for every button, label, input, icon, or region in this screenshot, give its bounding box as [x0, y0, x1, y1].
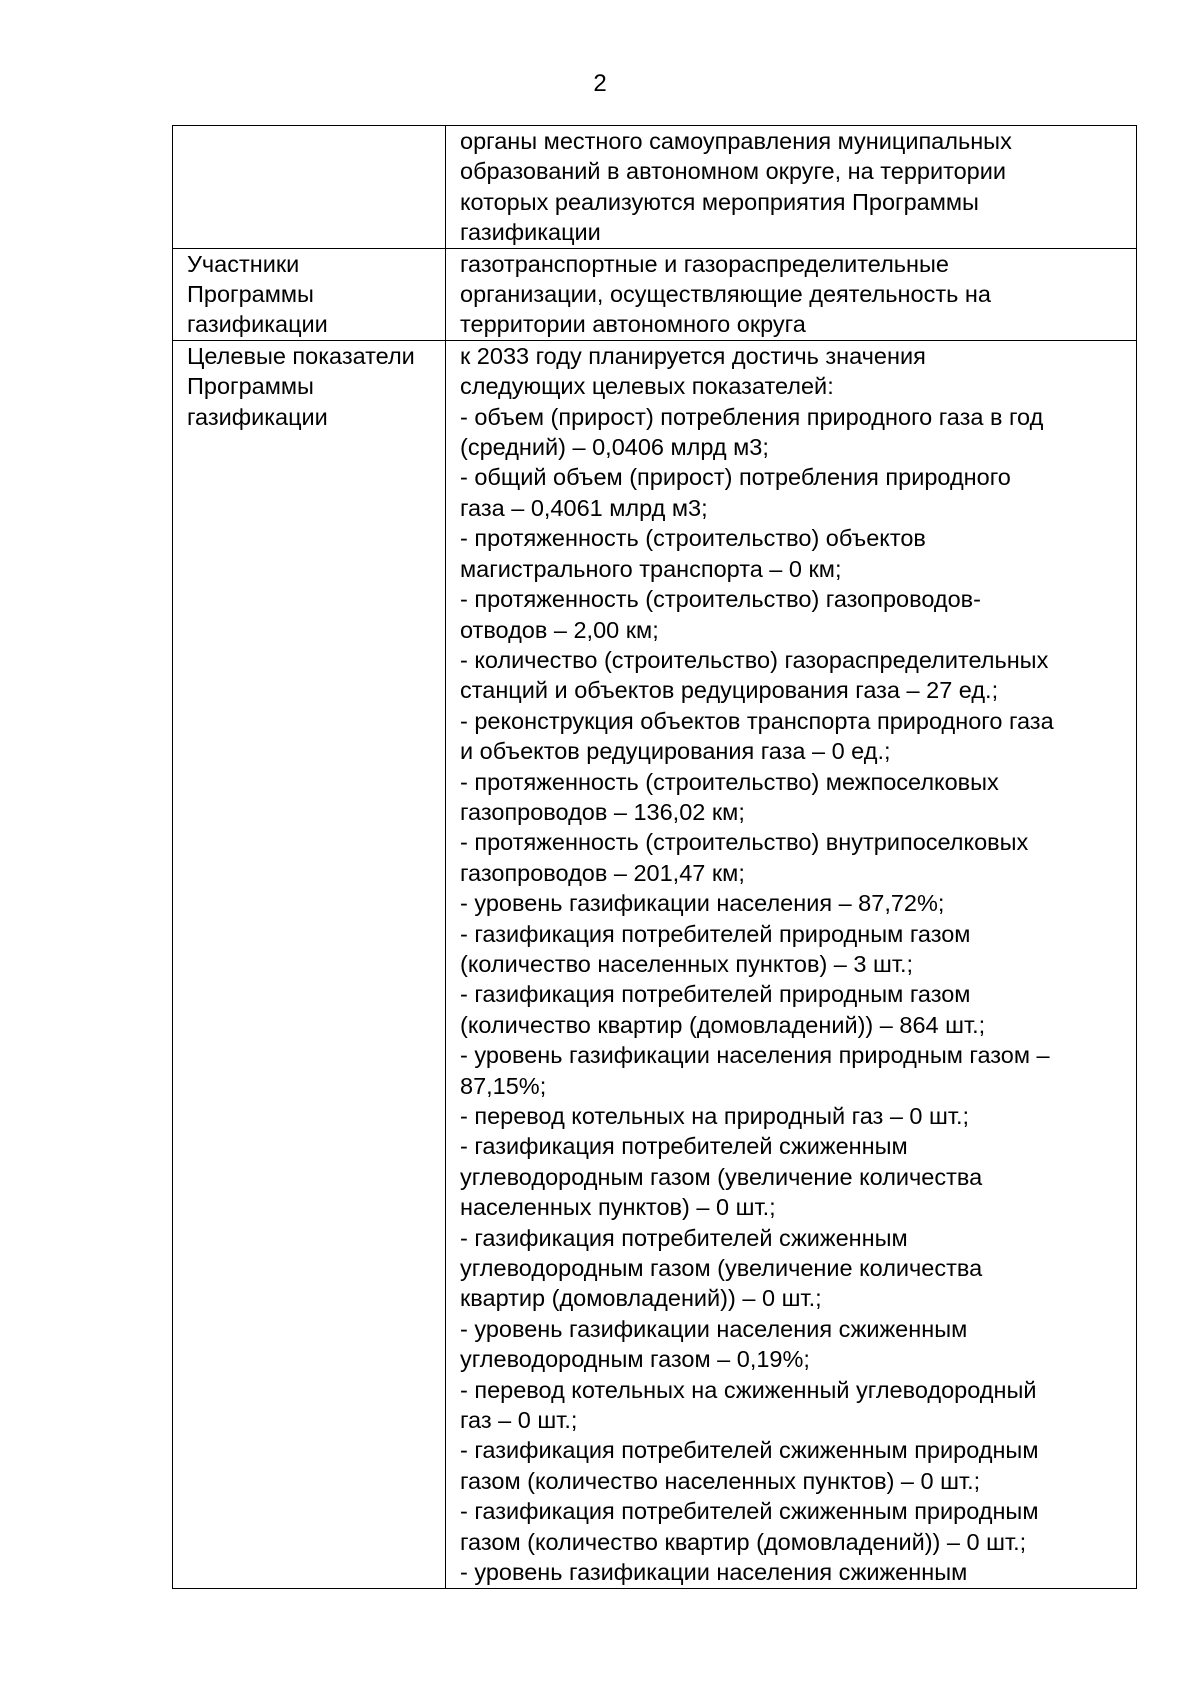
row-content-line: которых реализуются мероприятия Программы	[460, 188, 979, 215]
row-content-line: 87,15%;	[460, 1072, 547, 1099]
row-content-line: населенных пунктов) – 0 шт.;	[460, 1194, 776, 1221]
row-content-line: газотранспортные и газораспределительные	[460, 250, 949, 277]
row-content-line: образований в автономном округе, на территории	[460, 158, 1006, 185]
row-content-line: газом (количество населенных пунктов) – 0 шт.;	[460, 1467, 981, 1494]
row-content-line: - реконструкция объектов транспорта природного газа	[460, 707, 1054, 734]
row-content-cell	[446, 340, 1137, 1588]
row-content-line: газа – 0,4061 млрд м3;	[460, 494, 708, 521]
program-passport-table	[172, 125, 1137, 1589]
row-content-line: - протяженность (строительство) газопроводов-	[460, 586, 981, 613]
row-content-line: газопроводов – 201,47 км;	[460, 859, 745, 886]
row-content-line: - газификация потребителей сжиженным природным	[460, 1437, 1039, 1464]
row-content-line: (количество населенных пунктов) – 3 шт.;	[460, 950, 914, 977]
row-content-line: - объем (прирост) потребления природного газа в год	[460, 403, 1044, 430]
row-content-line: углеводородным газом – 0,19%;	[460, 1346, 810, 1373]
row-content-line: - газификация потребителей природным газом	[460, 920, 971, 947]
row-content-line: углеводородным газом (увеличение количества	[460, 1255, 983, 1282]
row-content-line: станций и объектов редуцирования газа – 27 ед.;	[460, 677, 999, 704]
table-row	[173, 340, 1137, 1588]
row-content-line: - газификация потребителей сжиженным	[460, 1133, 908, 1160]
row-content-line: - перевод котельных на природный газ – 0 шт.;	[460, 1103, 970, 1129]
row-content-line: - газификация потребителей сжиженным природным	[460, 1498, 1039, 1525]
row-content-line: отводов – 2,00 км;	[460, 616, 659, 643]
row-label-line: Участники	[187, 250, 300, 277]
row-content-line: газом (количество квартир (домовладений)) – 0 шт.;	[460, 1528, 1027, 1555]
table-row	[173, 126, 1137, 249]
row-content-line: организации, осуществляющие деятельность на	[460, 281, 991, 308]
row-content-cell	[446, 126, 1137, 249]
row-content-line: углеводородным газом (увеличение количества	[460, 1163, 983, 1190]
page-number: 2	[593, 70, 607, 97]
row-content-line: к 2033 году планируется достичь значения	[460, 342, 926, 369]
row-label-line: Программы	[187, 373, 314, 400]
row-content-line: - газификация потребителей природным газом	[460, 981, 971, 1008]
row-content-line: - перевод котельных на сжиженный углеводородный	[460, 1376, 1037, 1403]
row-label-line: газификации	[187, 311, 328, 338]
row-content-line: газ – 0 шт.;	[460, 1407, 578, 1434]
row-content-line: (средний) – 0,0406 млрд м3;	[460, 434, 769, 461]
row-content-line: - протяженность (строительство) объектов	[460, 525, 926, 552]
row-content-line: и объектов редуцирования газа – 0 ед.;	[460, 738, 891, 765]
row-content-line: территории автономного округа	[460, 311, 806, 338]
row-content-line: (количество квартир (домовладений)) – 864 шт.;	[460, 1011, 986, 1038]
row-content-line: магистрального транспорта – 0 км;	[460, 555, 842, 582]
row-content-line: - уровень газификации населения – 87,72%;	[460, 890, 945, 917]
row-content-line: - количество (строительство) газораспределительных	[460, 646, 1049, 673]
row-content-line: - протяженность (строительство) внутрипоселковых	[460, 829, 1029, 856]
row-content-line: - газификация потребителей сжиженным	[460, 1224, 908, 1251]
row-content-line: - уровень газификации населения природным газом –	[460, 1042, 1050, 1069]
row-content-line: органы местного самоуправления муниципальных	[460, 128, 1012, 154]
row-content-line: газопроводов – 136,02 км;	[460, 798, 745, 825]
row-label-cell	[173, 126, 446, 249]
row-label-cell	[173, 248, 446, 340]
row-label-cell	[173, 340, 446, 1588]
row-content-line: - общий объем (прирост) потребления природного	[460, 464, 1011, 491]
table-row	[173, 248, 1137, 340]
row-content-line: газификации	[460, 219, 601, 246]
row-label-line: Целевые показатели	[187, 342, 415, 369]
row-content-line: - протяженность (строительство) межпоселковых	[460, 768, 999, 795]
row-label-line: газификации	[187, 403, 328, 430]
row-label-line: Программы	[187, 281, 314, 308]
row-content-line: - уровень газификации населения сжиженным	[460, 1315, 968, 1342]
row-content-cell	[446, 248, 1137, 340]
row-content-line: следующих целевых показателей:	[460, 373, 834, 400]
row-content-line: квартир (домовладений)) – 0 шт.;	[460, 1285, 822, 1312]
table-body	[173, 126, 1137, 1589]
row-content-line: - уровень газификации населения сжиженным	[460, 1559, 968, 1586]
